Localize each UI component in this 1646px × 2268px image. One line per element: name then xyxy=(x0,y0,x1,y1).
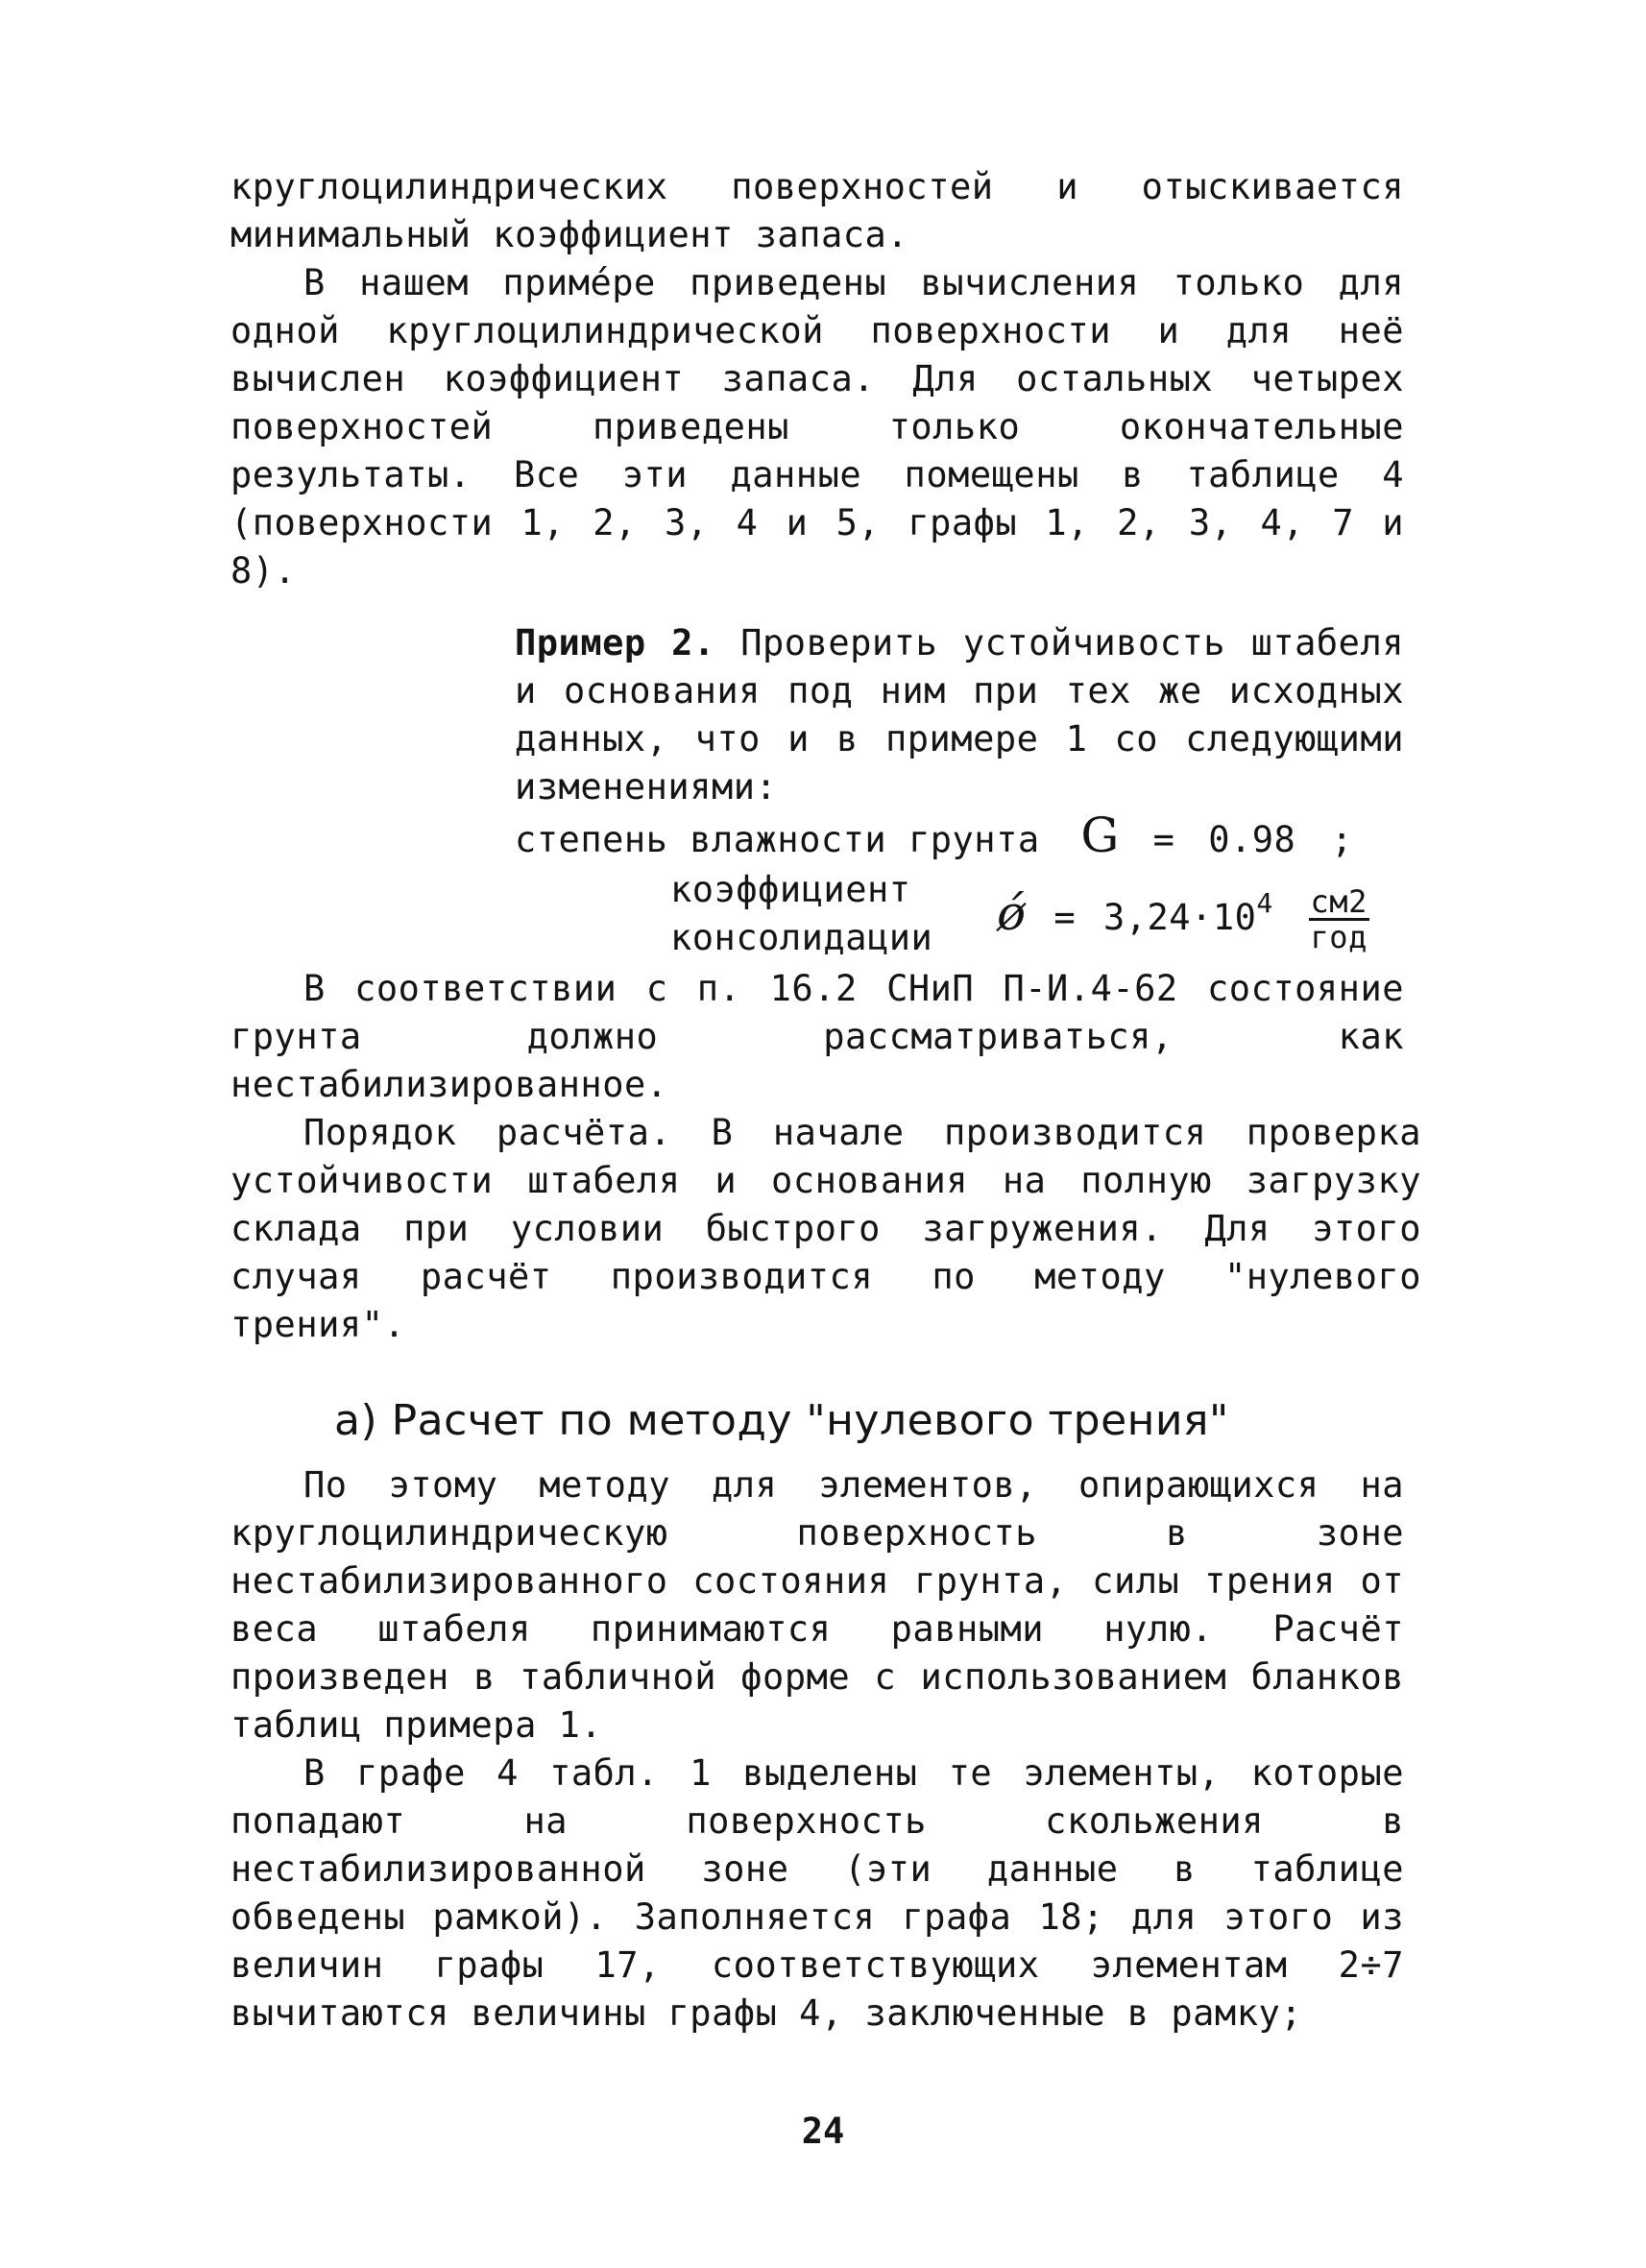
consolidation-symbol: ǿ xyxy=(997,885,1027,941)
unit-numerator: см2 xyxy=(1310,883,1368,920)
paragraph-1: круглоцилиндрических поверхностей и отыскивается минимальный коэффициент запаса. xyxy=(230,166,1404,255)
formula-moisture-value: 0.98 xyxy=(1208,819,1296,860)
formula-consolidation-exponent: 4 xyxy=(1256,887,1273,919)
formula-moisture-eq: = xyxy=(1152,819,1175,860)
formula-consolidation-unit xyxy=(1309,885,1369,953)
example-2-paragraph xyxy=(515,619,1404,811)
page-number: 24 xyxy=(801,2111,845,2152)
moisture-symbol: G xyxy=(1080,808,1120,863)
example-text: Проверить устойчивость штабеля и основания под ним при тех же исходных данных, что и в примере 1 со следующими изменениями: xyxy=(515,622,1405,808)
formula-moisture-end: ; xyxy=(1331,819,1353,860)
formula-consolidation-label-2: консолидации xyxy=(670,917,933,958)
formula-consolidation-eq: = xyxy=(1053,897,1077,938)
formula-consolidation-mantissa: 3,24·10 xyxy=(1102,897,1257,938)
formula-moisture-label: степень влажности грунта xyxy=(515,819,1040,860)
paragraph-5: Порядок расчёта. В начале производится проверка устойчивости штабеля и основания на полную загрузку склада при условии быстрого загружения. Для этого случая расчёт производится по методу "нулевого трения". xyxy=(230,1112,1421,1345)
section-heading: а) Расчет по методу "нулевого трения" xyxy=(334,1396,1229,1445)
paragraph-7: В графе 4 табл. 1 выделены те элементы, которые попадают на поверхность скольжения в нестабилизированной зоне (эти данные в таблице обведены рамкой). Заполняется графа 18; для этого из величин графы 17, соответствующих элементам 2÷7 вычитаются величины графы 4, заключенные в рамку; xyxy=(230,1752,1404,2034)
paragraph-6: По этому методу для элементов, опирающихся на круглоцилиндрическую поверхность в зоне нестабилизированного состояния грунта, силы трения от веса штабеля принимаются равными нулю. Расчёт произведен в табличной форме с использованием бланков таблиц примера 1. xyxy=(230,1464,1404,1746)
paragraph-4: В соответствии с п. 16.2 СНиП П-И.4-62 состояние грунта должно рассматриваться, как нестабилизированное. xyxy=(230,968,1404,1105)
formula-consolidation-label-1: коэффициент xyxy=(670,869,911,910)
example-label: Пример 2. xyxy=(515,622,715,664)
formula-consolidation xyxy=(997,885,1369,953)
paragraph-2: В нашем приме́ре приведены вычисления только для одной круглоцилиндрической поверхности и для неё вычислен коэффициент запаса. Для остальных четырех поверхностей приведены только окончательные результаты. Все эти данные помещены в таблице 4 (поверхности 1, 2, 3, 4 и 5, графы 1, 2, 3, 4, 7 и 8). xyxy=(230,262,1404,591)
unit-denominator: год xyxy=(1310,919,1368,955)
formula-moisture xyxy=(515,808,1353,864)
